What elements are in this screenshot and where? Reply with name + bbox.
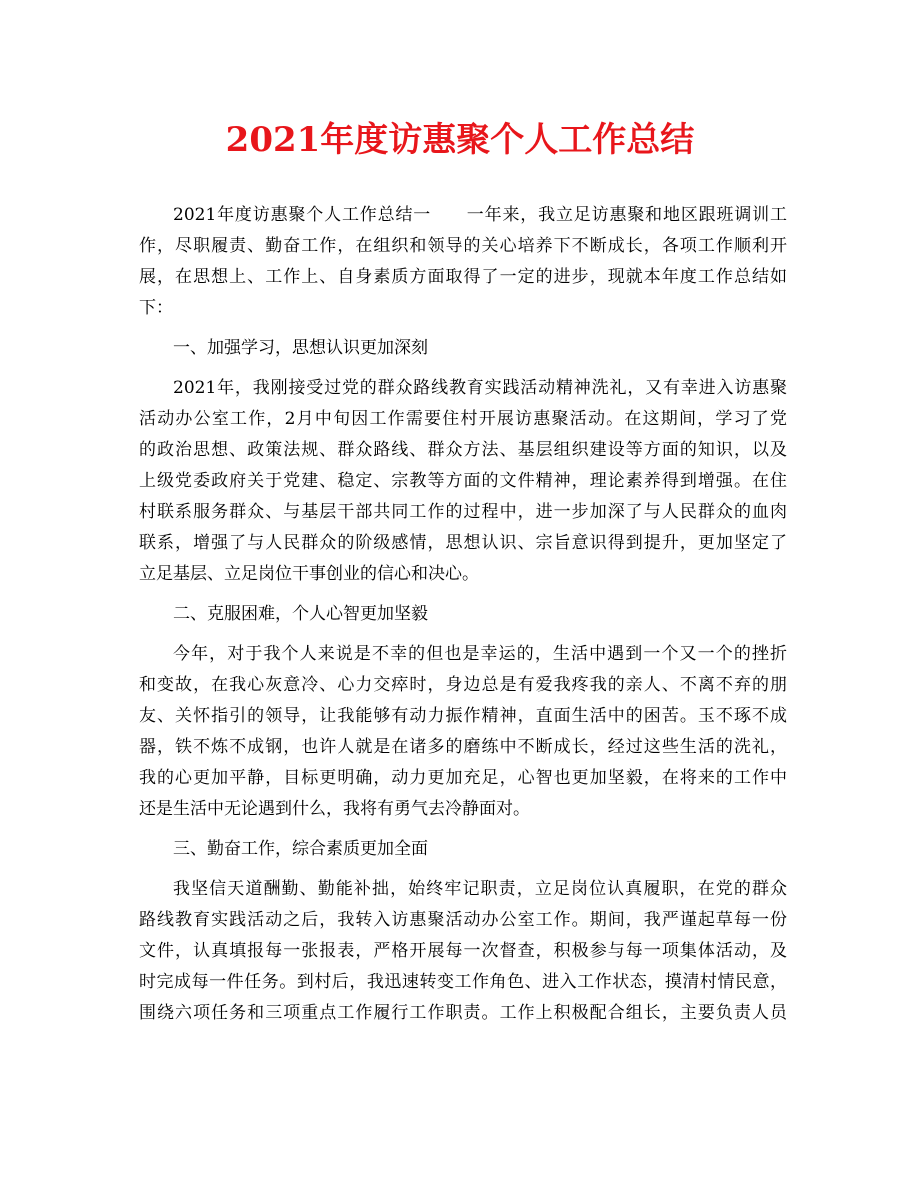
- body-line: 今年，对于我个人来说是不幸的但也是幸运的，生活中遇到一个又一个的挫折: [173, 644, 787, 664]
- body-line: 村联系服务群众、与基层干部共同工作的过程中，进一步加深了与人民群众的血肉: [139, 502, 787, 522]
- body-line: 的政治思想、政策法规、群众路线、群众方法、基层组织建设等方面的知识，以及: [139, 440, 787, 460]
- body-line: 上级党委政府关于党建、稳定、宗教等方面的文件精神，理论素养得到增强。在住: [139, 471, 787, 491]
- section-heading: 二、克服困难，个人心智更加坚毅: [173, 604, 428, 624]
- body-line: 2021年，我刚接受过党的群众路线教育实践活动精神洗礼，又有幸进入访惠聚: [173, 378, 787, 398]
- body-line: 围绕六项任务和三项重点工作履行工作职责。工作上积极配合组长，主要负责人员: [139, 1003, 787, 1023]
- body-line: 文件，认真填报每一张报表，严格开展每一次督查，积极参与每一项集体活动，及: [139, 941, 787, 961]
- document-title: 2021年度访惠聚个人工作总结: [225, 120, 695, 160]
- body-line: 我坚信天道酬勤、勤能补拙，始终牢记职责，立足岗位认真履职，在党的群众: [173, 879, 787, 899]
- document-body: [139, 200, 787, 1029]
- section-heading: 一、加强学习，思想认识更加深刻: [173, 338, 428, 358]
- body-line: 2021年度访惠聚个人工作总结一 一年来，我立足访惠聚和地区跟班调训工: [173, 205, 787, 225]
- body-line: 活动办公室工作，2月中旬因工作需要住村开展访惠聚活动。在这期间，学习了党: [139, 409, 787, 429]
- body-line: 联系，增强了与人民群众的阶级感情，思想认识、宗旨意识得到提升，更加坚定了: [139, 533, 787, 553]
- body-line: 友、关怀指引的领导，让我能够有动力振作精神，直面生活中的困苦。玉不琢不成: [139, 706, 787, 726]
- section-heading: 三、勤奋工作，综合素质更加全面: [173, 839, 428, 859]
- body-line: 我的心更加平静，目标更明确，动力更加充足，心智也更加坚毅，在将来的工作中: [139, 768, 787, 788]
- body-line: 作，尽职履责、勤奋工作，在组织和领导的关心培养下不断成长，各项工作顺利开: [139, 236, 787, 256]
- body-line: 和变故，在我心灰意冷、心力交瘁时，身边总是有爱我疼我的亲人、不离不弃的朋: [139, 675, 787, 695]
- body-line: 器，铁不炼不成钢，也许人就是在诸多的磨练中不断成长，经过这些生活的洗礼，: [139, 737, 787, 757]
- body-line: 路线教育实践活动之后，我转入访惠聚活动办公室工作。期间，我严谨起草每一份: [139, 910, 787, 930]
- body-line: 还是生活中无论遇到什么，我将有勇气去冷静面对。: [139, 799, 530, 819]
- body-line: 时完成每一件任务。到村后，我迅速转变工作角色、进入工作状态，摸清村情民意，: [139, 972, 787, 992]
- body-line: 下：: [139, 298, 173, 318]
- body-line: 立足基层、立足岗位干事创业的信心和决心。: [139, 564, 479, 584]
- body-line: 展，在思想上、工作上、自身素质方面取得了一定的进步，现就本年度工作总结如: [139, 267, 787, 287]
